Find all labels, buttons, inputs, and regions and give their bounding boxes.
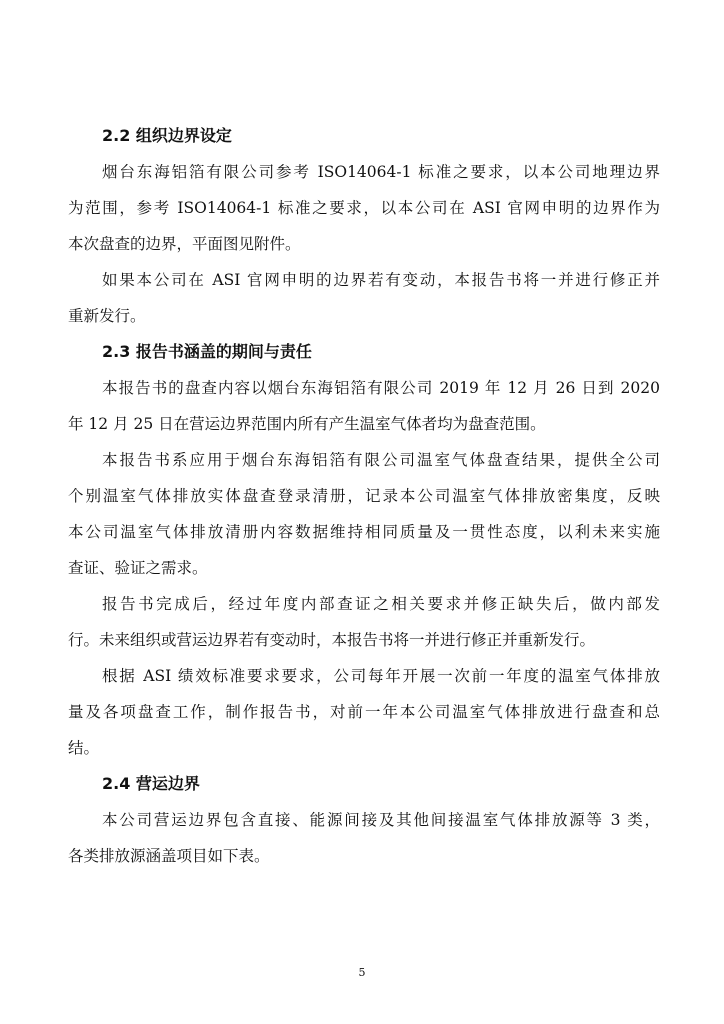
paragraph-line: 本公司温室气体排放清册内容数据维持相同质量及一贯性态度，以利未来实施 [68,523,660,541]
paragraph-line: 本公司营运边界包含直接、能源间接及其他间接温室气体排放源等 3 类， [102,811,660,829]
paragraph-report-application [68,442,660,586]
paragraph-line: 报告书完成后，经过年度内部查证之相关要求并修正缺失后，做内部发 [102,595,660,613]
section-heading-2-3: 2.3 报告书涵盖的期间与责任 [102,342,312,361]
paragraph-line: 量及各项盘查工作，制作报告书，对前一年本公司温室气体排放进行盘查和总 [68,703,660,721]
paragraph-report-period [68,370,660,442]
paragraph-boundary-change [68,262,660,334]
paragraph-asi-requirements [68,658,660,766]
paragraph-line: 烟台东海铝箔有限公司参考 ISO14064-1 标准之要求，以本公司地理边界 [102,163,660,181]
paragraph-line: 年 12 月 25 日在营运边界范围内所有产生温室气体者均为盘查范围。 [68,415,546,433]
paragraph-line: 各类排放源涵盖项目如下表。 [68,847,270,865]
page-content [68,118,660,874]
paragraph-line: 本报告书系应用于烟台东海铝箔有限公司温室气体盘查结果，提供全公司 [102,451,660,469]
paragraph-report-release [68,586,660,658]
paragraph-organization-boundary [68,154,660,262]
paragraph-line: 本次盘查的边界，平面图见附件。 [68,235,301,253]
page-number: 5 [358,966,366,979]
paragraph-line: 为范围，参考 ISO14064-1 标准之要求，以本公司在 ASI 官网申明的边界作为 [68,199,660,217]
paragraph-line: 如果本公司在 ASI 官网申明的边界若有变动，本报告书将一并进行修正并 [102,271,660,289]
paragraph-line: 行。未来组织或营运边界若有变动时，本报告书将一并进行修正并重新发行。 [68,631,596,649]
paragraph-line: 本报告书的盘查内容以烟台东海铝箔有限公司 2019 年 12 月 26 日到 2020 [102,379,660,397]
paragraph-line: 根据 ASI 绩效标准要求要求，公司每年开展一次前一年度的温室气体排放 [102,667,660,685]
section-heading-2-4: 2.4 营运边界 [102,774,200,793]
paragraph-line: 个别温室气体排放实体盘查登录清册，记录本公司温室气体排放密集度，反映 [68,487,660,505]
paragraph-operational-boundary [68,802,660,874]
paragraph-line: 重新发行。 [68,307,146,325]
paragraph-line: 查证、验证之需求。 [68,559,208,577]
section-heading-2-2: 2.2 组织边界设定 [102,126,232,145]
paragraph-line: 结。 [68,739,100,757]
